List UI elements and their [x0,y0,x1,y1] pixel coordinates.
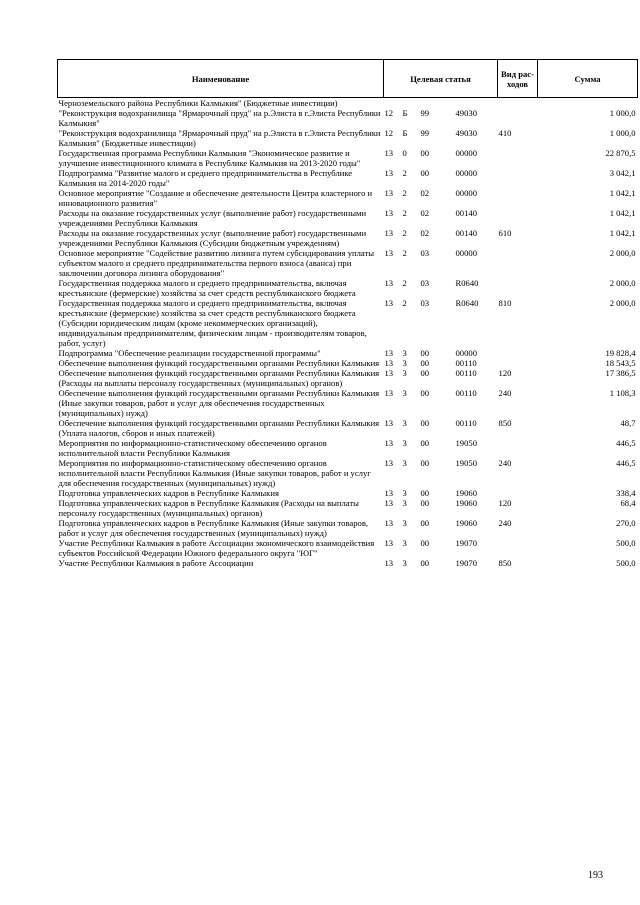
row-code-1: 13 [384,498,394,508]
row-code-3: 03 [420,248,430,258]
row-code-1: 13 [384,208,394,218]
row-name: Расходы на оказание государственных услуг (выполнение работ) государственными учреждениями Республики Калмыкия [58,208,367,228]
row-code-1 [384,98,402,109]
row-name: Государственная программа Республики Калмыкия "Экономическое развитие и улучшение инвестиционного климата в Республике Калмыкия на 2013-2020 годы" [58,148,361,168]
table-row [58,358,638,368]
row-code-1: 13 [384,148,394,158]
row-code-1: 13 [384,278,394,288]
row-sum: 2 000,0 [609,278,636,288]
row-code-3: 00 [420,168,430,178]
row-code-2: 3 [402,558,407,568]
row-sum: 338,4 [616,488,636,498]
budget-table [57,59,638,568]
row-sum: 17 386,5 [605,368,636,378]
row-code-4: 19070 [455,538,477,548]
table-row [58,388,638,418]
row-code-4: R0640 [455,298,479,308]
row-code-3: 00 [420,148,430,158]
row-code-3 [420,98,452,109]
row-code-4: 19060 [455,518,477,528]
row-code-3: 00 [420,538,430,548]
row-name: Обеспечение выполнения функций государственными органами Республики Калмыкия [58,358,380,368]
row-sum: 270,0 [616,518,636,528]
row-code-4: 19070 [455,558,477,568]
row-code-4 [452,98,498,109]
row-vid: 240 [498,458,512,468]
table-row [58,498,638,518]
row-vid [498,278,538,298]
row-code-1: 13 [384,538,394,548]
row-sum: 446,5 [616,458,636,468]
row-code-1: 13 [384,388,394,398]
row-code-1: 13 [384,348,394,358]
row-code-1: 13 [384,298,394,308]
table-row [58,368,638,388]
row-code-4: 00000 [455,248,477,258]
row-code-2: 2 [402,168,407,178]
table-row [58,538,638,558]
row-code-4: 19060 [455,498,477,508]
row-code-4: 19060 [455,488,477,498]
row-vid: 810 [498,298,512,308]
row-code-3: 00 [420,488,430,498]
row-code-1: 13 [384,228,394,238]
row-vid [498,148,538,168]
row-code-3: 99 [420,108,430,118]
table-row [58,278,638,298]
row-code-2: 3 [402,498,407,508]
row-name: Мероприятия по информационно-статистическому обеспечению органов исполнительной власти Республики Калмыкия (Иные закупки товаров, работ и услуг для обеспечения государственных (муниципальных) нужд) [58,458,371,488]
row-code-3: 03 [420,298,430,308]
row-code-4: 00140 [455,208,477,218]
row-sum: 2 000,0 [609,248,636,258]
row-code-2: 3 [402,348,407,358]
table-row [58,518,638,538]
row-vid [498,358,538,368]
row-name: Мероприятия по информационно-статистическому обеспечению органов исполнительной власти Республики Калмыкия [58,438,327,458]
row-code-2: 2 [402,248,407,258]
header-sum: Сумма [538,60,638,98]
page-number: 193 [588,870,603,881]
row-vid [498,208,538,228]
row-code-2: 3 [402,458,407,468]
row-name: Подготовка управленческих кадров в Республике Калмыкия (Расходы на выплаты персоналу государственных (муниципальных) органов) [58,498,359,518]
row-vid: 240 [498,518,512,528]
header-target: Целевая статья [384,60,498,98]
row-vid [498,488,538,498]
row-code-1: 13 [384,418,394,428]
row-code-3: 00 [420,358,430,368]
row-code-2: 2 [402,228,407,238]
table-row [58,488,638,498]
table-row [58,248,638,278]
row-code-1: 12 [384,108,394,118]
row-vid: 850 [498,418,512,428]
row-code-2: 0 [402,148,407,158]
row-sum: 1 000,0 [609,108,636,118]
row-sum: 22 870,5 [605,148,636,158]
row-code-3: 00 [420,558,430,568]
row-code-1: 13 [384,458,394,468]
row-code-1: 13 [384,558,394,568]
row-code-3: 00 [420,418,430,428]
row-code-1: 13 [384,438,394,448]
row-vid: 850 [498,558,512,568]
row-name: Основное мероприятие "Содействие развитию лизинга путем субсидирования уплаты субъектом малого и среднего предпринимательства первого взноса (аванса) при заключении договора лизинга оборудования" [58,248,375,278]
row-vid [498,98,538,109]
row-code-2: 3 [402,488,407,498]
row-code-4: 00110 [455,418,477,428]
row-code-1: 13 [384,188,394,198]
row-name: Обеспечение выполнения функций государственными органами Республики Калмыкия (Расходы на выплаты персоналу государственных (муниципальных) органов) [58,368,380,388]
row-code-2: 2 [402,188,407,198]
row-vid [498,248,538,278]
row-name: "Реконструкция водохранилища "Ярмарочный пруд" на р.Элиста в г.Элиста Республики Калмыкия" [58,108,381,128]
row-sum: 2 000,0 [609,298,636,308]
row-name: Обеспечение выполнения функций государственными органами Республики Калмыкия (Иные закупки товаров, работ и услуг для обеспечения государственных (муниципальных) нужд) [58,388,380,418]
row-vid [498,538,538,558]
row-code-2: 3 [402,418,407,428]
row-vid: 240 [498,388,512,398]
row-sum: 68,4 [620,498,636,508]
row-sum: 1 042,1 [609,208,636,218]
row-code-4: 19050 [455,438,477,448]
table-row [58,558,638,568]
table-row [58,298,638,348]
table-row [58,188,638,208]
row-code-2: Б [402,128,408,138]
row-vid [498,168,538,188]
row-code-4: 00140 [455,228,477,238]
row-code-4: 49030 [455,108,477,118]
row-code-3: 02 [420,208,430,218]
table-row [58,418,638,438]
row-code-4: 00110 [455,358,477,368]
row-code-2: 2 [402,278,407,288]
header-name: Наименование [58,60,384,98]
row-sum: 19 828,4 [605,348,636,358]
table-row [58,108,638,128]
row-code-4: R0640 [455,278,479,288]
row-code-2: 3 [402,368,407,378]
row-code-4: 00110 [455,368,477,378]
row-code-3: 00 [420,518,430,528]
row-code-2: 3 [402,388,407,398]
row-vid: 610 [498,228,512,238]
table-body [58,98,638,569]
row-code-1: 13 [384,248,394,258]
row-code-2: 3 [402,438,407,448]
table-row [58,208,638,228]
table-row [58,228,638,248]
row-sum: 1 042,1 [609,228,636,238]
row-name: Подготовка управленческих кадров в Республике Калмыкия [58,488,279,498]
row-sum: 1 042,1 [609,188,636,198]
row-code-2: 3 [402,538,407,548]
row-name: Государственная поддержка малого и среднего предпринимательства, включая крестьянские (фермерские) хозяйства за счет средств республиканского бюджета [58,278,356,298]
row-code-2: 3 [402,358,407,368]
row-sum: 3 042,1 [609,168,636,178]
table-row [58,168,638,188]
row-name: Подпрограмма "Обеспечение реализации государственной программы" [58,348,321,358]
row-code-4: 00000 [455,148,477,158]
row-code-3: 00 [420,498,430,508]
row-code-3: 00 [420,438,430,448]
row-sum: 1 108,3 [609,388,636,398]
row-sum: 48,7 [620,418,636,428]
row-code-1: 13 [384,518,394,528]
row-sum [538,98,638,109]
table-row [58,98,638,109]
table-row [58,438,638,458]
row-code-2 [402,98,420,109]
row-vid [498,348,538,358]
row-code-2: 3 [402,518,407,528]
row-sum: 500,0 [616,558,636,568]
row-name: Расходы на оказание государственных услуг (выполнение работ) государственными учреждениями Республики Калмыкия (Субсидии бюджетным учреждениям) [58,228,367,248]
table-row [58,148,638,168]
row-sum: 18 543,5 [605,358,636,368]
table-row [58,128,638,148]
row-code-3: 00 [420,348,430,358]
row-vid: 410 [498,128,512,138]
row-code-4: 00000 [455,348,477,358]
row-name: Подпрограмма "Развитие малого и среднего предпринимательства в Республике Калмыкия на 2014-2020 годы" [58,168,353,188]
row-vid [498,438,538,458]
row-name: Обеспечение выполнения функций государственными органами Республики Калмыкия (Уплата налогов, сборов и иных платежей) [58,418,380,438]
row-code-1: 13 [384,488,394,498]
row-vid: 120 [498,498,512,508]
row-code-3: 03 [420,278,430,288]
row-name: "Реконструкция водохранилища "Ярмарочный пруд" на р.Элиста в г.Элиста Республики Калмыкия" (Бюджетные инвестиции) [58,128,381,148]
row-code-1: 12 [384,128,394,138]
row-code-1: 13 [384,368,394,378]
row-name: Основное мероприятие "Создание и обеспечение деятельности Центра кластерного и инновационного развития" [58,188,373,208]
row-name: Подготовка управленческих кадров в Республике Калмыкия (Иные закупки товаров, работ и услуг для обеспечения государственных (муниципальных) нужд) [58,518,369,538]
table-row [58,458,638,488]
header-vid: Вид рас- ходов [498,60,538,98]
row-sum: 500,0 [616,538,636,548]
row-code-3: 02 [420,228,430,238]
table-row [58,348,638,358]
row-code-3: 02 [420,188,430,198]
row-name: Черноземельского района Республики Калмыкия" (Бюджетные инвестиции) [58,98,338,108]
row-code-3: 00 [420,388,430,398]
table-header [58,60,638,98]
row-name: Участие Республики Калмыкия в работе Ассоциации экономического взаимодействия субъектов Российской Федерации Южного федерального округа "ЮГ" [58,538,375,558]
row-code-4: 00110 [455,388,477,398]
row-code-4: 00000 [455,168,477,178]
row-vid: 120 [498,368,512,378]
row-code-4: 00000 [455,188,477,198]
row-code-4: 49030 [455,128,477,138]
row-sum: 446,5 [616,438,636,448]
row-code-2: 2 [402,298,407,308]
row-vid [498,108,538,128]
row-name: Государственная поддержка малого и среднего предпринимательства, включая крестьянские (фермерские) хозяйства за счет средств республиканского бюджета (Субсидии юридическим лицам (кроме некоммерческих организаций), индивидуальным предпринимателям, физическим лицам - производителям товаров, работ, услуг) [58,298,367,348]
row-vid [498,188,538,208]
row-sum: 1 000,0 [609,128,636,138]
row-code-3: 00 [420,368,430,378]
row-code-1: 13 [384,358,394,368]
row-code-1: 13 [384,168,394,178]
row-code-4: 19050 [455,458,477,468]
row-name: Участие Республики Калмыкия в работе Ассоциации [58,558,254,568]
row-code-2: Б [402,108,408,118]
row-code-3: 00 [420,458,430,468]
row-code-2: 2 [402,208,407,218]
row-code-3: 99 [420,128,430,138]
